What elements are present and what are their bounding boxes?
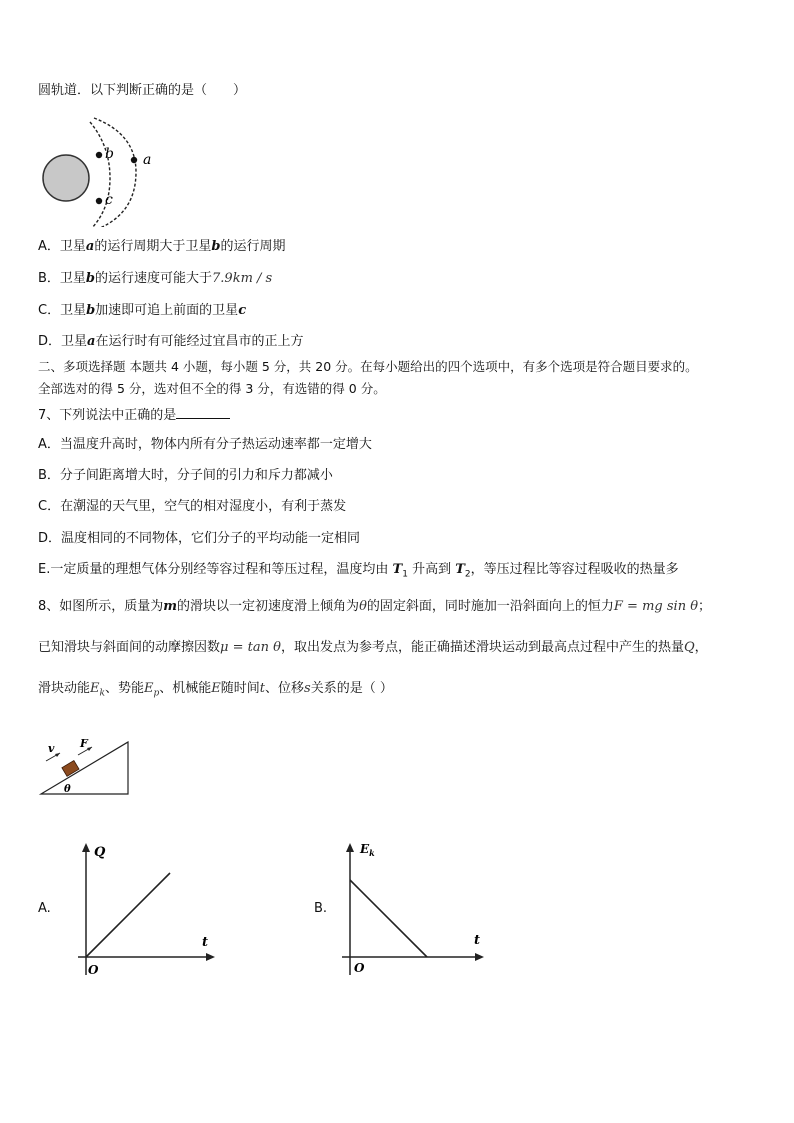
x-label: t — [202, 935, 209, 950]
q8-line2: 已知滑块与斜面间的动摩擦因数μ = tan θ，取出发点为参考点，能正确描述滑块运动到最高点过程中产生的热量Q， — [38, 640, 708, 655]
q8-line3: 滑块动能$E_k$、势能$E_p$、机械能E随时间t、位移s关系的是（ ） — [38, 681, 393, 699]
y-label: Q — [94, 845, 106, 860]
q8-line1: 8、如图所示，质量为m的滑块以一定初速度滑上倾角为θ的固定斜面，同时施加一沿斜面向上的恒力F = mg sin θ； — [38, 599, 712, 614]
label-F: F — [80, 737, 88, 750]
label-c: c — [105, 192, 113, 208]
orbit-figure — [38, 112, 168, 227]
label-b: b — [105, 146, 114, 162]
q6-option-c: C．卫星b加速即可追上前面的卫星c — [38, 303, 247, 318]
q7-option-c: C．在潮湿的天气里，空气的相对湿度小，有利于蒸发 — [38, 499, 347, 514]
section2-line2: 全部选对的得 5 分，选对但不全的得 3 分，有选错的得 0 分。 — [38, 381, 386, 396]
incline-figure — [36, 735, 136, 800]
q7-option-e: E.一定质量的理想气体分别经等容过程和等压过程，温度均由 $T_1$ 升高到 $T_2$，等压过程比等容过程吸收的热量多 — [38, 562, 679, 580]
label-v: v — [48, 742, 55, 755]
satellite-c — [96, 198, 102, 204]
orbit-inner — [90, 122, 110, 227]
q-line — [86, 873, 170, 957]
option-a-label: A. — [38, 901, 51, 916]
origin-label: O — [88, 963, 99, 977]
satellite-b — [96, 152, 102, 158]
q7-option-d: D．温度相同的不同物体，它们分子的平均动能一定相同 — [38, 531, 361, 546]
graph-a — [70, 840, 220, 980]
section2-line1: 二、多项选择题 本题共 4 小题，每小题 5 分，共 20 分。在每小题给出的四个选项中，有多个选项是符合题目要求的。 — [38, 359, 698, 374]
q6-stem-tail: 圆轨道．以下判断正确的是（ ） — [38, 83, 247, 98]
q7-option-a: A．当温度升高时，物体内所有分子热运动速率都一定增大 — [38, 437, 372, 452]
q7-option-b: B．分子间距离增大时，分子间的引力和斥力都减小 — [38, 468, 333, 483]
planet — [43, 155, 89, 201]
slider-block — [62, 761, 79, 777]
graph-b — [334, 838, 494, 978]
label-a: a — [143, 152, 152, 168]
origin-label: O — [354, 961, 365, 975]
label-theta: θ — [64, 784, 71, 795]
satellite-a — [131, 157, 137, 163]
orbit-outer — [94, 118, 136, 227]
y-label: $E_k$ — [360, 842, 375, 858]
x-label: t — [474, 933, 481, 948]
answer-blank — [176, 406, 230, 419]
q6-option-a: A．卫星a的运行周期大于卫星b的运行周期 — [38, 239, 286, 254]
q6-option-b: B．卫星b的运行速度可能大于7.9km / s — [38, 271, 273, 286]
ek-line — [350, 880, 427, 957]
q6-option-d: D．卫星a在运行时有可能经过宜昌市的正上方 — [38, 334, 304, 349]
q7-stem: 7、下列说法中正确的是 — [38, 406, 230, 425]
option-b-label: B. — [314, 901, 328, 916]
